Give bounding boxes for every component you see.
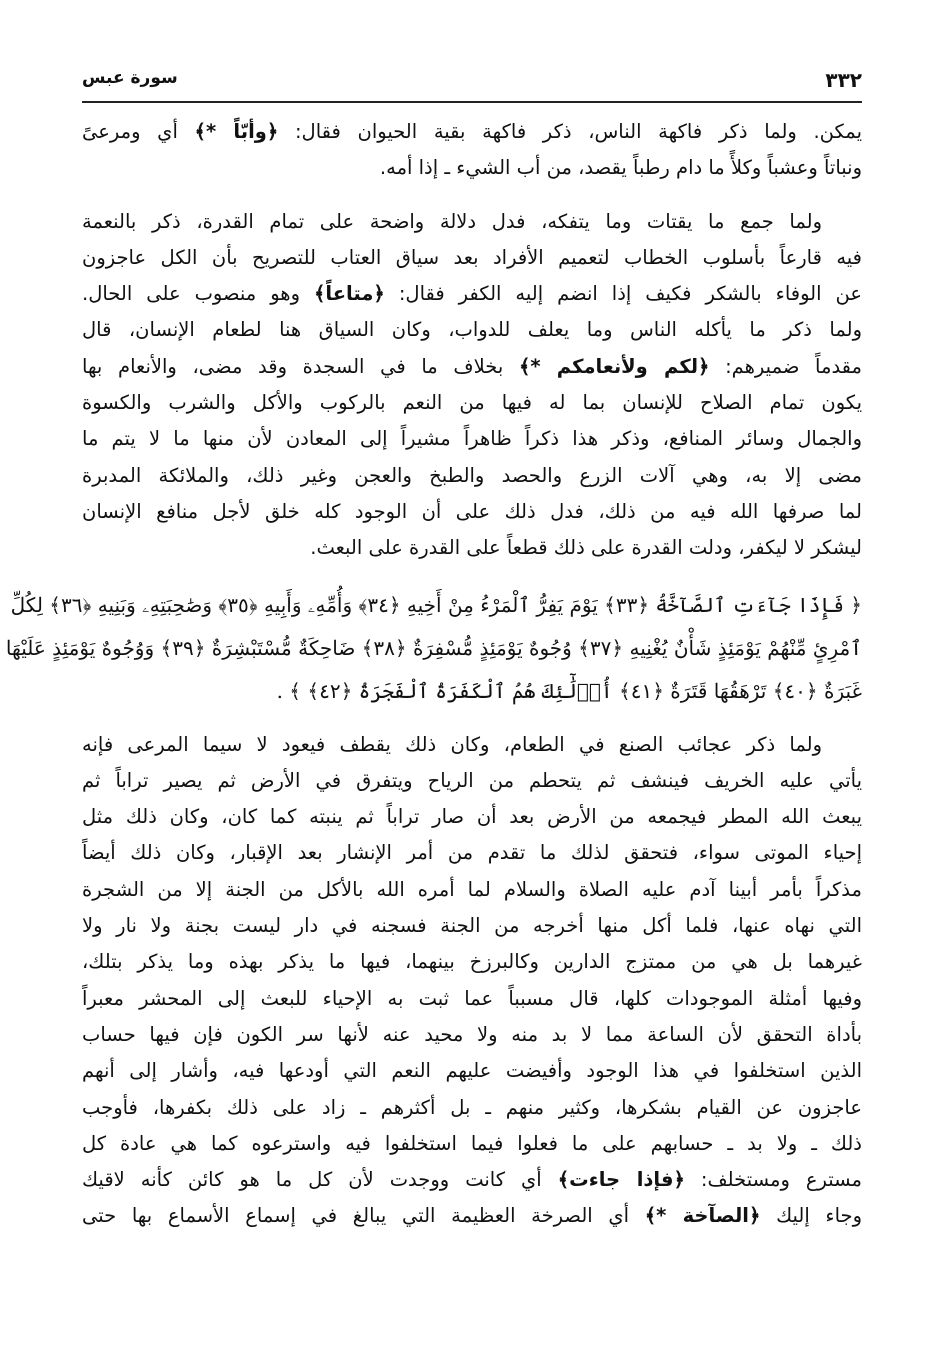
- text-segment: والجمال وسائر المنافع، وذكر هذا ذكراً ظاهراً مشيراً إلى المعادن لأن منها ما لا يتم ما: [82, 427, 862, 451]
- quran-quote: ﴿فإذا جاءت﴾: [557, 1168, 685, 1192]
- text-line: [82, 1126, 862, 1162]
- text-segment: غيرهما بل هي من ممتزج الدارين وكالبرزخ بينهما، فيها ما يذكر بهذه وما يذكر بتلك،: [82, 950, 862, 974]
- paragraph: [82, 727, 862, 1235]
- text-segment: مذكراً بأمر أبينا آدم عليه الصلاة والسلام لما أمره الله بالأكل من الجنة إلا من الشجرة: [82, 877, 862, 901]
- text-line: [82, 150, 862, 186]
- text-line: [82, 349, 862, 385]
- text-segment: عن الوفاء بالشكر فكيف إذا انضم إليه الكفر فقال:: [384, 282, 862, 306]
- text-segment: الذين استخلفوا في هذا الوجود وأفيضت عليهم النعم التي أودعها فيه، وأشار إلى أنهم: [82, 1059, 862, 1083]
- text-segment: ولما ذكر عجائب الصنع في الطعام، وكان ذلك يقطف فيعود لا سيما المرعى فإنه: [82, 732, 822, 756]
- quran-quote: ﴿الصآخة *﴾: [644, 1204, 761, 1228]
- text-line: [82, 944, 862, 980]
- text-segment: يمكن. ولما ذكر فاكهة الناس، ذكر فاكهة بقية الحيوان فقال:: [278, 120, 862, 143]
- text-segment: بخلاف ما في السجدة وقد مضى، والأنعام بها: [82, 354, 519, 378]
- page-body: [5, 114, 863, 1252]
- header-divider: [82, 101, 862, 103]
- text-segment: أي ومرعىً: [82, 120, 195, 143]
- text-segment: التي نهاه عنها، فلما أكل منها أخرجه من الجنة فسجنه في دار ليست بجنة ولا نار ولا: [82, 914, 862, 938]
- text-line: [82, 114, 862, 150]
- commentary-section-1: [82, 114, 862, 567]
- text-line: [82, 276, 862, 312]
- commentary-section-2: [82, 727, 862, 1235]
- text-line: [82, 458, 862, 494]
- text-segment: أي كانت ووجدت لأن كل ما هو كائن كأنه لاقيك: [82, 1168, 558, 1192]
- quran-verse-line: ﴿ فَإِذَا جَآءَتِ ٱلصَّآخَّةُ ﴿٣٣﴾ يَوْمَ يَفِرُّ ٱلْمَرْءُ مِنْ أَخِيهِ ﴿٣٤﴾ وَأُمِّهِۦ وَأَبِيهِ ﴿٣٥﴾ وَصَٰحِبَتِهِۦ وَبَنِيهِ ﴿٣٦﴾ لِكُلِّ: [10, 592, 862, 617]
- text-segment: يبعث الله المطر فيجمعه من الأرض بعد أن صار تراباً ثم ينبته كما كان، وكان ذلك مثل: [82, 805, 862, 829]
- text-line: [82, 1017, 862, 1053]
- text-line: [82, 981, 862, 1017]
- paragraph: [82, 204, 862, 567]
- text-segment: مضى إلا به، وهي آلات الزرع والحصد والطبخ والعجن وغير ذلك، والملائكة المدبرة: [82, 463, 862, 487]
- text-segment: ونباتاً وعشباً وكلأً ما دام رطباً يقصد، من أب الشيء ـ إذا أمه.: [379, 156, 862, 180]
- quran-verse-line: ٱمْرِئٍ مِّنْهُمْ يَوْمَئِذٍ شَأْنٌ يُغْنِيهِ ﴿٣٧﴾ وُجُوهٌ يَوْمَئِذٍ مُّسْفِرَةٌ ﴿٣٨﴾ ضَاحِكَةٌ مُّسْتَبْشِرَةٌ ﴿٣٩﴾ وَوُجُوهٌ يَوْمَئِذٍ عَلَيْهَا: [5, 635, 862, 660]
- text-line: [82, 872, 862, 908]
- text-segment: إحياء الموتى سواء، فتحقق لذلك ما تقدم من أمر الإنشار بعد الإقبار، وكان ذلك أيضاً: [82, 841, 862, 865]
- text-segment: عاجزون عن القيام بشكرها، وكثير منهم ـ بل أكثرهم ـ زاد على ذلك بكفرها، فأوجب: [82, 1095, 862, 1119]
- text-segment: وجاء إليك: [760, 1204, 863, 1228]
- text-segment: لما صرفها الله فيه من ذلك، فدل ذلك على أن الوجود كله خلق لأجل منافع الإنسان: [82, 499, 862, 523]
- text-line: [82, 1198, 862, 1234]
- text-line: [82, 727, 862, 763]
- text-segment: يكون تمام الصلاح للإنسان بما له فيها من النعم بالركوب والأكل والشرب والكسوة: [82, 391, 862, 415]
- quran-quote: ﴿متاعاً﴾: [313, 282, 385, 306]
- text-segment: ولما ذكر ما يأكله الناس وما يعلف للدواب، وكان السياق هنا لطعام الإنسان، قال: [82, 318, 862, 342]
- text-segment: فيه قارعاً بأسلوب الخطاب لتعميم الأفراد بعد سياق العتاب للتصريح بأن الكل عاجزون: [82, 245, 862, 269]
- text-line: [82, 1053, 862, 1089]
- text-line: [82, 494, 862, 530]
- page-number: ٣٣٢: [825, 68, 862, 92]
- text-segment: وهو منصوب على الحال.: [82, 282, 314, 306]
- text-line: [82, 908, 862, 944]
- text-line: [82, 1090, 862, 1126]
- text-line: [82, 1162, 862, 1198]
- text-segment: ليشكر لا ليكفر، ودلت القدرة على ذلك قطعاً على القدرة على البعث.: [310, 536, 862, 560]
- quran-quote: ﴿وأبّاً *﴾: [194, 120, 279, 143]
- text-line: [82, 763, 862, 799]
- text-segment: وفيها أمثلة الموجودات كلها، قال مسبباً عما ثبت به الإحياء للبعث إلى المحشر معبراً: [82, 986, 862, 1010]
- surah-title: سورة عبس: [82, 68, 178, 88]
- text-segment: بأداة التحقق لأن الساعة مما لا بد منه ولا محيد عنه لأنها سر الكون فإن فيها حساب: [82, 1022, 862, 1046]
- text-line: [82, 385, 862, 421]
- text-segment: أي الصرخة العظيمة التي يبالغ في إسماع الأسماع بها حتى: [82, 1204, 645, 1228]
- text-segment: ولما جمع ما يقتات وما يتفكه، فدل دلالة واضحة على تمام القدرة، ذكر بالنعمة: [82, 209, 822, 233]
- text-segment: مقدماً ضميرهم:: [709, 354, 862, 378]
- text-line: [82, 530, 862, 566]
- text-line: [82, 799, 862, 835]
- text-segment: يأتي عليه الخريف فينشف ثم يتحطم من الرياح ويتفرق في الأرض ثم يصير تراباً ثم: [82, 768, 862, 792]
- quran-verse-line: غَبَرَةٌ ﴿٤٠﴾ تَرْهَقُهَا قَتَرَةٌ ﴿٤١﴾ أُو۟لَٰٓئِكَ هُمُ ٱلْكَفَرَةُ ٱلْفَجَرَةُ ﴿٤٢﴾ ﴾ .: [276, 678, 862, 703]
- page-header: [82, 66, 862, 96]
- text-line: [82, 421, 862, 457]
- text-segment: ذلك ـ ولا بد ـ حسابهم على ما فعلوا فيما استخلفوا فيه واسترعوه كما هي عادة كل: [82, 1131, 862, 1155]
- quran-quote: ﴿لكم ولأنعامكم *﴾: [518, 354, 710, 378]
- quran-verses-block: [5, 584, 862, 713]
- text-line: [82, 240, 862, 276]
- text-segment: مسترع ومستخلف:: [684, 1168, 862, 1192]
- text-line: [82, 835, 862, 871]
- text-line: [82, 204, 862, 240]
- text-line: [82, 312, 862, 348]
- paragraph: [82, 114, 862, 187]
